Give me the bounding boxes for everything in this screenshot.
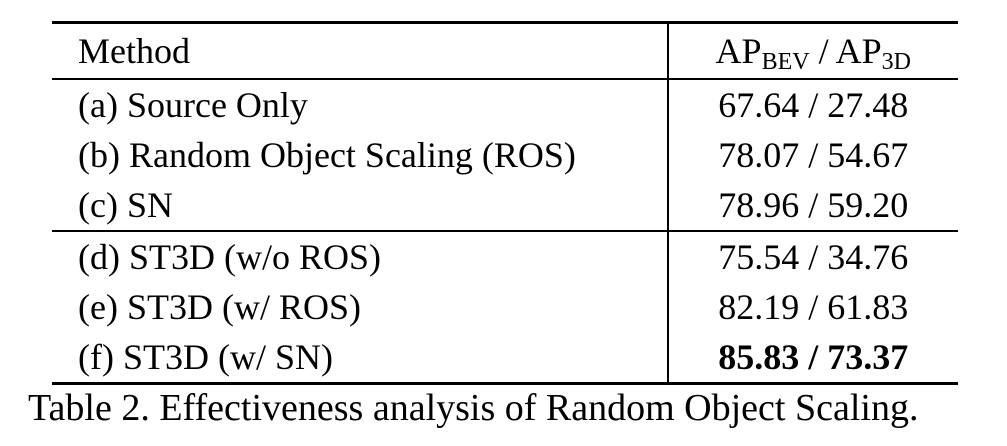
table-group-st3d bbox=[52, 231, 958, 384]
results-table bbox=[52, 21, 958, 385]
row-score: 67.64 / 27.48 bbox=[718, 85, 909, 125]
table-row bbox=[52, 180, 958, 231]
table-row bbox=[52, 79, 958, 130]
row-score: 78.96 / 59.20 bbox=[668, 180, 959, 231]
table-row bbox=[52, 231, 958, 282]
row-score: 78.07 / 54.67 bbox=[718, 135, 909, 175]
table-row bbox=[52, 282, 958, 332]
header-metric-a: AP bbox=[715, 31, 762, 71]
table-header-row bbox=[52, 23, 958, 80]
table-group-baselines bbox=[52, 79, 958, 231]
row-method: (a) Source Only bbox=[52, 79, 668, 130]
header-metric bbox=[668, 23, 959, 80]
row-score: 75.54 / 34.76 bbox=[718, 237, 909, 277]
row-method: (d) ST3D (w/o ROS) bbox=[52, 231, 668, 282]
results-table-container bbox=[52, 21, 958, 385]
row-score: 82.19 / 61.83 bbox=[718, 287, 909, 327]
row-method: (e) ST3D (w/ ROS) bbox=[52, 282, 668, 332]
table-caption: Table 2. Effectiveness analysis of Random Object Scaling. bbox=[28, 387, 919, 429]
row-method: (c) SN bbox=[52, 180, 668, 231]
header-metric-b-sub: 3D bbox=[881, 49, 911, 75]
table-row bbox=[52, 130, 958, 180]
header-metric-b: AP bbox=[835, 31, 882, 71]
row-score-best: 85.83 / 73.37 bbox=[668, 332, 959, 384]
row-method: (b) Random Object Scaling (ROS) bbox=[52, 130, 668, 180]
table-row-best bbox=[52, 332, 958, 384]
row-method: (f) ST3D (w/ SN) bbox=[52, 332, 668, 384]
header-method: Method bbox=[52, 23, 668, 80]
header-separator: / bbox=[809, 31, 836, 71]
header-metric-a-sub: BEV bbox=[761, 49, 810, 75]
